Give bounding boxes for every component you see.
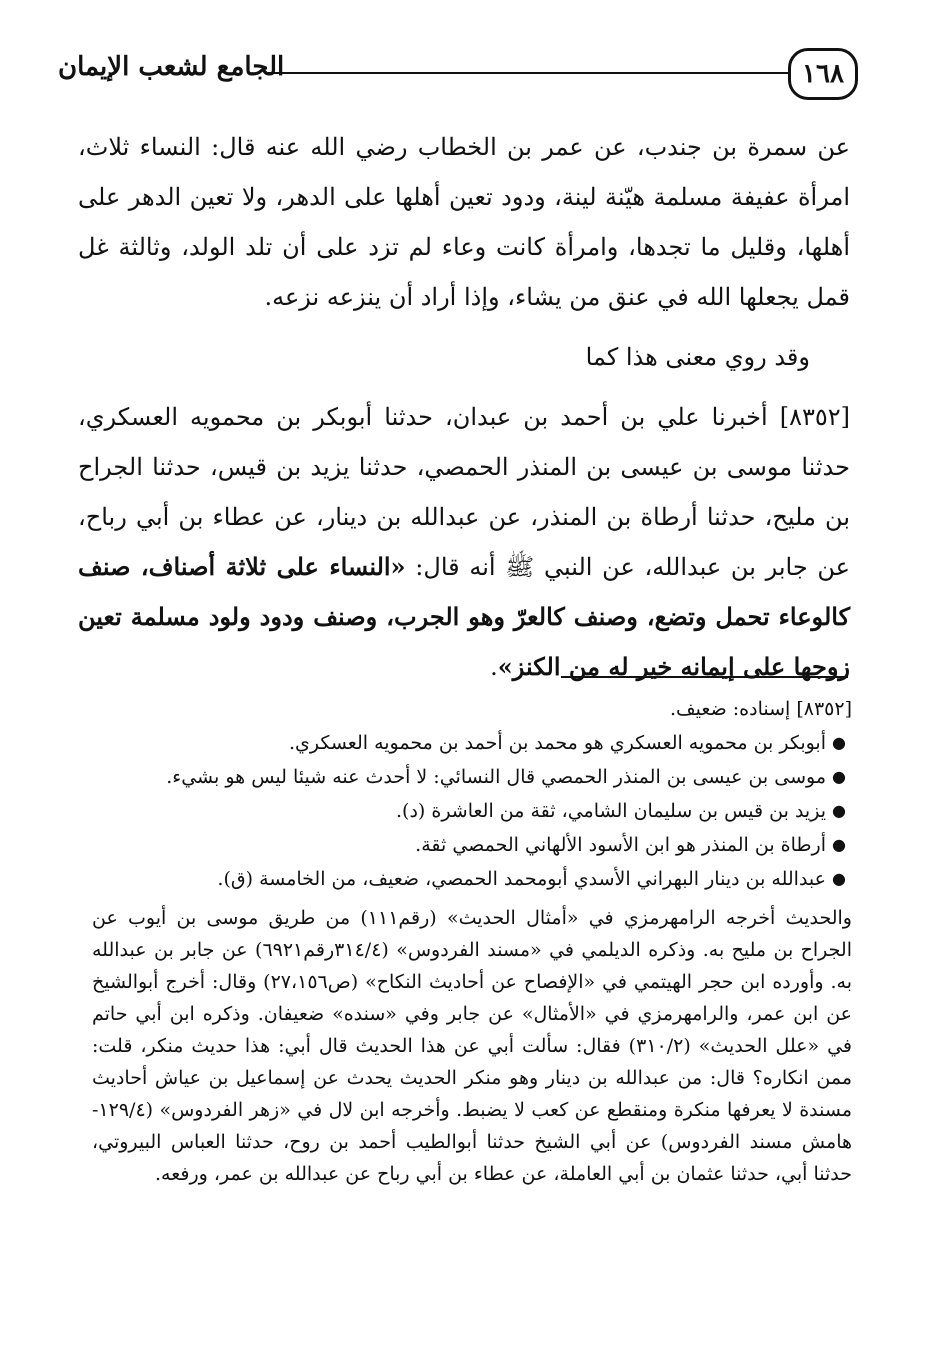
narrator-list: [92, 726, 852, 896]
footnote-paragraph: والحديث أخرجه الرامهرمزي في «أمثال الحديث» (رقم١١١) من طريق موسى بن أيوب عن الجراح بن مليح به. وذكره الديلمي في «مسند الفردوس» (٣١٤/٤رقم٦٩٢١) عن جابر بن عبدالله به. وأورده ابن حجر الهيتمي في «الإفصاح عن أحاديث النكاح» (ص٢٧،١٥٦) وقال: أخرج أبوالشيخ عن ابن عمر، والرامهرمزي في «الأمثال» عن جابر وفي «سنده» ضعيفان. وذكره ابن أبي حاتم في «علل الحديث» (٣١٠/٢) فقال: سألت أبي عن هذا الحديث قال أبي: هذا حديث منكر، قلت: ممن انكاره؟ قال: من عبدالله بن دينار وهو منكر الحديث يحدث عن إسماعيل بن عياش أحاديث مسندة لا يعرفها منكرة ومنقطع عن كعب لا يضبط. وأخرجه ابن لال في «زهر الفردوس» (١٢٩/٤- هامش مسند الفردوس) عن أبي الشيخ حدثنا أبوالطيب أحمد بن روح، حدثنا العباس البيروتي، حدثنا أبي، حدثنا عثمان بن أبي العاملة، عن عطاء بن أبي رباح عن عبدالله بن عمر، ورفعه.: [92, 907, 853, 1185]
page-header: [58, 48, 858, 108]
paragraph-2: وقد روي معنى هذا كما: [585, 343, 810, 371]
header-rule: [268, 72, 790, 74]
bullet-icon: ●: [832, 869, 846, 888]
footnote-separator: [561, 676, 848, 678]
list-item: ● عبدالله بن دينار البهراني الأسدي أبومحمد الحمصي، ضعيف، من الخامسة (ق).: [92, 862, 852, 896]
main-text: [78, 122, 850, 692]
isnad-text: أخبرنا علي بن أحمد بن عبدان، حدثنا أبوبكر بن محمويه العسكري، حدثنا موسى بن عيسى بن المنذر الحمصي، حدثنا يزيد بن قيس، حدثنا الجراح بن مليح، حدثنا أرطاة بن المنذر، عن عبدالله بن دينار، عن عطاء بن أبي رباح، عن جابر بن عبدالله، عن النبي ﷺ أنه قال:: [78, 403, 850, 581]
hadith-text: «النساء على ثلاثة أصناف، صنف كالوعاء تحمل وتضع، وصنف كالعرّ وهو الجرب، وصنف ودود ولود مسلمة تعين زوجها على إيمانه خير له من الكنز»: [78, 552, 850, 681]
list-item: ● أبوبكر بن محمويه العسكري هو محمد بن أحمد بن محمويه العسكري.: [92, 726, 852, 760]
hadith-end: .: [490, 653, 498, 681]
bullet-icon: ●: [832, 801, 846, 820]
paragraph-1: عن سمرة بن جندب، عن عمر بن الخطاب رضي الله عنه قال: النساء ثلاث، امرأة عفيفة مسلمة هيّنة لينة، ودود تعين أهلها على الدهر، ولا تعين الدهر على أهلها، وقليل ما تجدها، وامرأة كانت وعاء لم تزد على أن تلد الولد، وثالثة غل قمل يجعلها الله في عنق من يشاء، وإذا أراد أن ينزعه نزعه.: [78, 133, 850, 311]
bullet-icon: ●: [832, 733, 846, 752]
book-title: الجامع لشعب الإيمان: [58, 52, 285, 82]
page-number: ١٦٨: [788, 48, 858, 100]
footnote-head: [٨٣٥٢] إسناده: ضعيف.: [669, 698, 852, 720]
bullet-icon: ●: [832, 767, 846, 786]
footnotes: [92, 692, 852, 1190]
list-item: ● موسى بن عيسى بن المنذر الحمصي قال النسائي: لا أحدث عنه شيئا ليس هو بشيء.: [92, 760, 852, 794]
list-item: ● يزيد بن قيس بن سليمان الشامي، ثقة من العاشرة (د).: [92, 794, 852, 828]
paragraph-3: [78, 392, 850, 692]
hadith-number: [٨٣٥٢]: [779, 403, 850, 431]
list-item: ● أرطاة بن المنذر هو ابن الأسود الألهاني الحمصي ثقة.: [92, 828, 852, 862]
bullet-icon: ●: [832, 835, 846, 854]
